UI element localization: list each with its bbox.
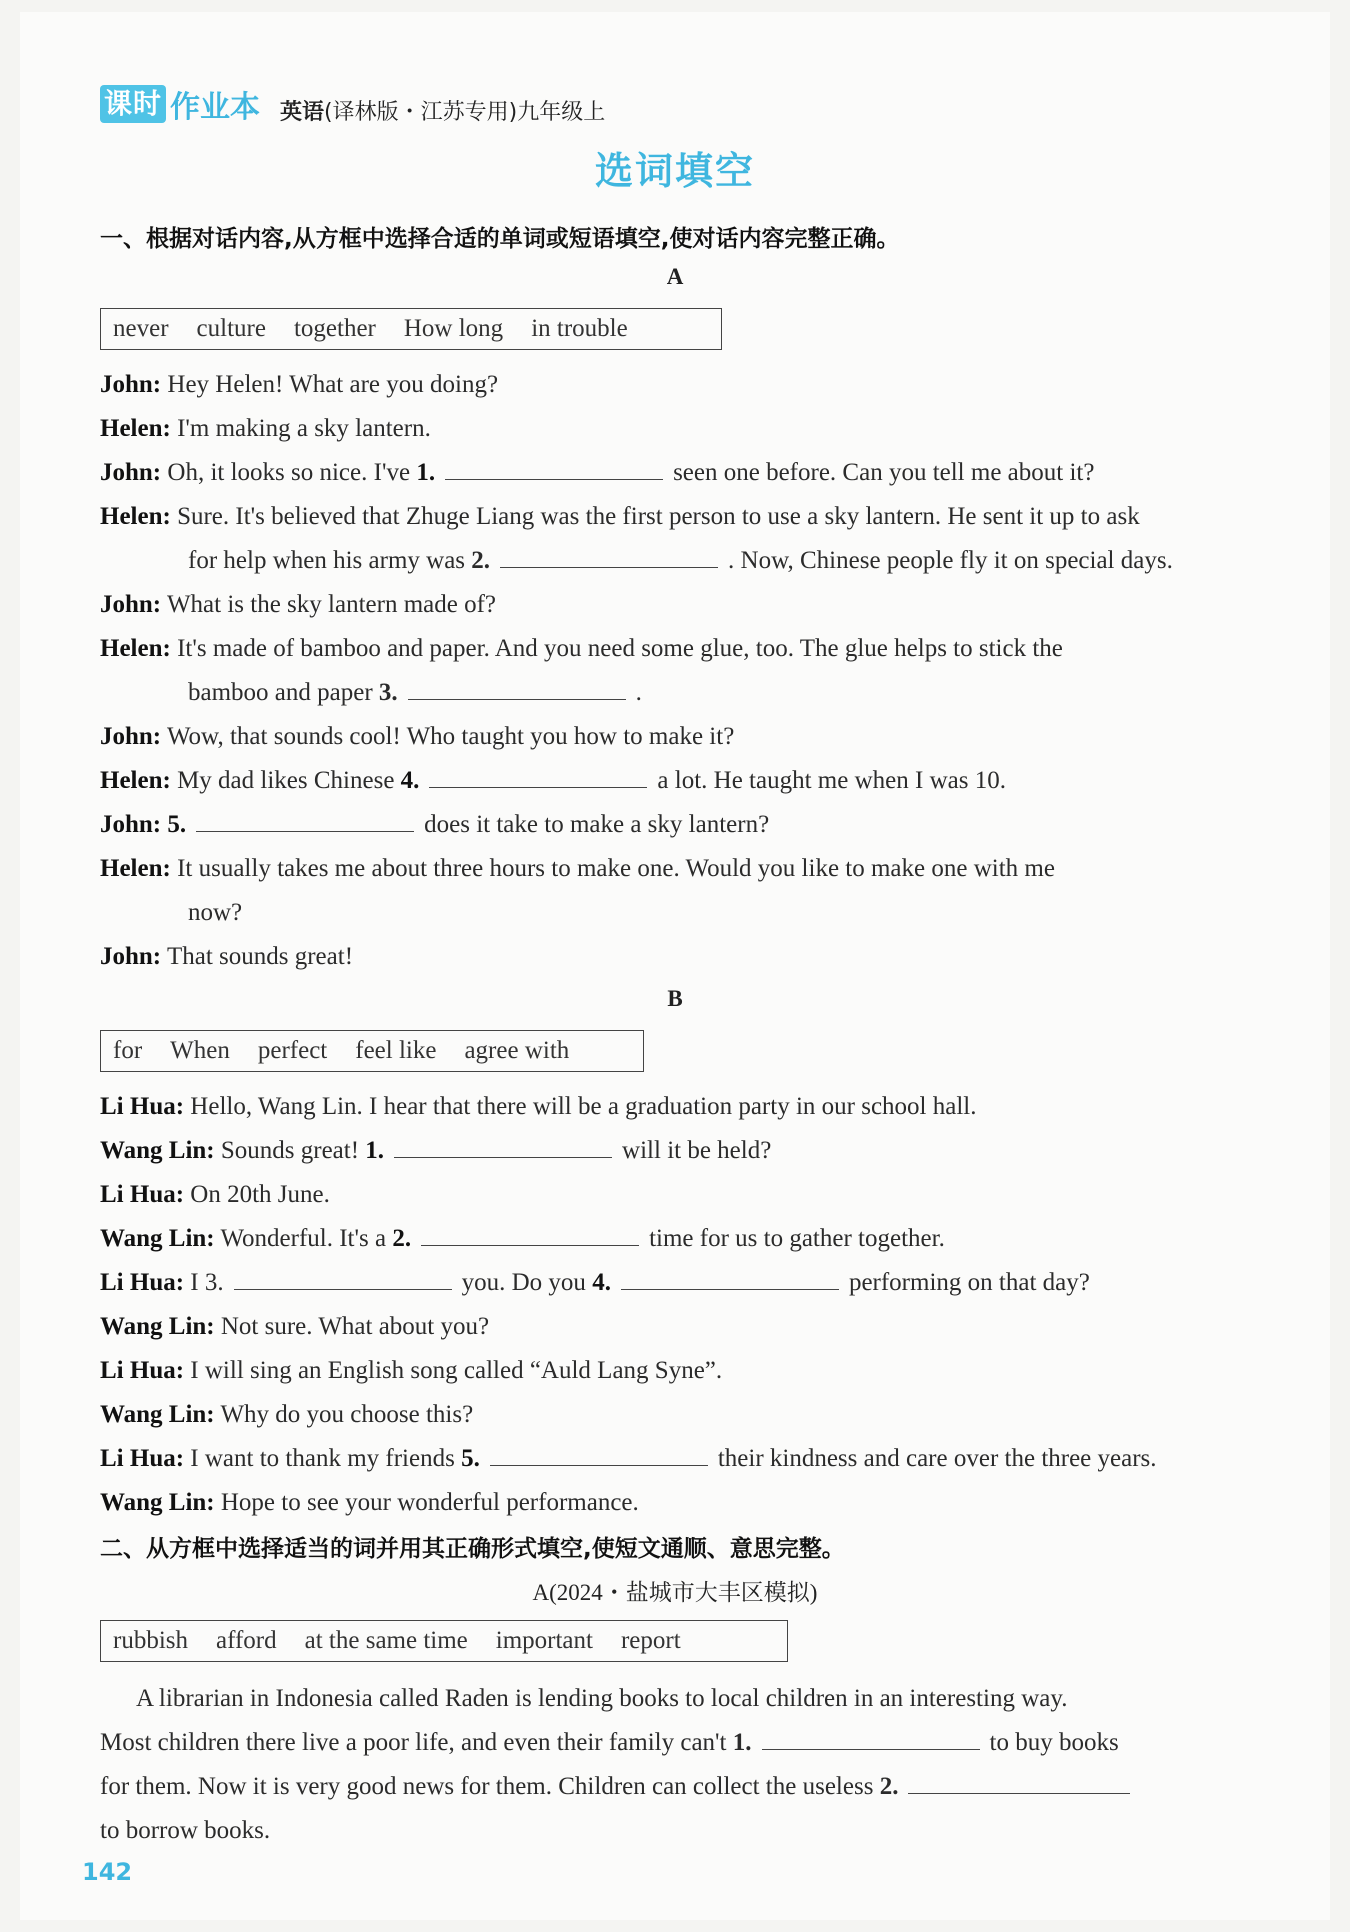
speaker: Wang Lin:: [100, 1489, 215, 1516]
line-text: It usually takes me about three hours to make one. Would you like to make one with me: [177, 855, 1055, 882]
line-text: Hey Helen! What are you doing?: [167, 371, 499, 398]
speaker: Li Hua:: [100, 1357, 185, 1384]
passage-line: [100, 1772, 1140, 1802]
dialogue-line: [100, 722, 734, 752]
blank-number: 2.: [879, 1773, 899, 1800]
word-option: afford: [216, 1627, 277, 1654]
word-box-b: [100, 1030, 644, 1072]
line-text: does it take to make a sky lantern?: [424, 811, 770, 838]
dialogue-continuation: [188, 678, 642, 708]
word-option: culture: [196, 315, 266, 342]
line-text: for them. Now it is very good news for them. Children can collect the useless: [100, 1773, 874, 1800]
answer-blank[interactable]: [908, 1773, 1130, 1794]
dialogue-continuation: [188, 898, 242, 928]
line-text: their kindness and care over the three years.: [717, 1445, 1157, 1472]
blank-number: 2.: [392, 1225, 412, 1252]
word-option: at the same time: [304, 1627, 468, 1654]
line-text: Sounds great!: [220, 1137, 360, 1164]
word-option: How long: [403, 315, 504, 342]
speaker: Li Hua:: [100, 1269, 185, 1296]
page-number: 142: [82, 1858, 133, 1886]
dialogue-line: [100, 1136, 771, 1166]
dialogue-line: [100, 458, 1094, 488]
answer-blank[interactable]: [490, 1445, 708, 1466]
passage-line: to borrow books.: [100, 1817, 271, 1844]
speaker: Li Hua:: [100, 1181, 185, 1208]
passage-line: [100, 1728, 1119, 1758]
line-text: Wow, that sounds cool! Who taught you how to make it?: [166, 723, 735, 750]
line-text: .: [635, 679, 642, 706]
speaker: Wang Lin:: [100, 1401, 215, 1428]
line-text: Hello, Wang Lin. I hear that there will be a graduation party in our school hall.: [190, 1093, 977, 1120]
line-text: What is the sky lantern made of?: [166, 591, 497, 618]
blank-number: 1.: [416, 459, 436, 486]
part2-a-label: A(2024・盐城市大丰区模拟): [532, 1580, 818, 1605]
blank-number: 5.: [461, 1445, 480, 1472]
logo-box: 课时: [100, 85, 166, 123]
line-text: I 3.: [190, 1269, 224, 1296]
header: [100, 82, 605, 126]
dialogue-line: [100, 1488, 639, 1518]
line-text: Not sure. What about you?: [220, 1313, 490, 1340]
speaker: Helen:: [100, 767, 171, 794]
answer-blank[interactable]: [445, 459, 663, 480]
speaker: John:: [100, 459, 162, 486]
answer-blank[interactable]: [234, 1269, 452, 1290]
speaker: Helen:: [100, 415, 171, 442]
line-text: It's made of bamboo and paper. And you need some glue, too. The glue helps to stick the: [177, 635, 1063, 662]
dialogue-continuation: [188, 546, 1173, 576]
dialogue-line: [100, 370, 498, 400]
speaker: Wang Lin:: [100, 1225, 215, 1252]
blank-number: 3.: [378, 679, 398, 706]
word-option: feel like: [355, 1037, 437, 1064]
answer-blank[interactable]: [394, 1137, 612, 1158]
blank-number: 4.: [592, 1269, 611, 1296]
answer-blank[interactable]: [408, 679, 626, 700]
answer-blank[interactable]: [429, 767, 647, 788]
word-box-part2-a: [100, 1620, 788, 1662]
line-text: bamboo and paper: [188, 679, 373, 706]
dialogue-line: [100, 414, 431, 444]
line-text: you. Do you: [461, 1269, 586, 1296]
word-option: rubbish: [113, 1627, 188, 1654]
line-text: Sure. It's believed that Zhuge Liang was the first person to use a sky lantern. He sent it up to ask: [177, 503, 1140, 530]
dialogue-line: [100, 942, 353, 972]
speaker: Wang Lin:: [100, 1137, 215, 1164]
dialogue-line: [100, 1092, 976, 1122]
speaker: Helen:: [100, 503, 171, 530]
line-text: . Now, Chinese people fly it on special days.: [728, 547, 1173, 574]
line-text: That sounds great!: [166, 943, 354, 970]
line-text: performing on that day?: [848, 1269, 1090, 1296]
dialogue-line: [100, 1400, 473, 1430]
line-text: Oh, it looks so nice. I've: [167, 459, 411, 486]
line-text: now?: [188, 899, 243, 926]
line-text: time for us to gather together.: [649, 1225, 945, 1252]
line-text: will it be held?: [622, 1137, 772, 1164]
word-option: agree with: [464, 1037, 570, 1064]
logo-text: 作业本: [170, 90, 261, 125]
speaker: Li Hua:: [100, 1445, 185, 1472]
part1-instruction: 一、根据对话内容,从方框中选择合适的单词或短语填空,使对话内容完整正确。: [100, 226, 900, 252]
speaker: John:: [100, 943, 162, 970]
line-text: I want to thank my friends: [190, 1445, 455, 1472]
dialogue-line: [100, 502, 1140, 532]
answer-blank[interactable]: [500, 547, 718, 568]
speaker: Li Hua:: [100, 1093, 185, 1120]
line-text: On 20th June.: [190, 1181, 330, 1208]
dialogue-line: [100, 1180, 330, 1210]
line-text: for help when his army was: [188, 547, 466, 574]
word-option: perfect: [257, 1037, 328, 1064]
dialogue-line: [100, 1224, 945, 1254]
blank-number: 4.: [400, 767, 420, 794]
speaker: Helen:: [100, 635, 171, 662]
word-option: report: [620, 1627, 681, 1654]
book-subtitle: [280, 95, 605, 126]
line-text: to buy books: [989, 1729, 1119, 1756]
dialogue-line: [100, 634, 1063, 664]
line-text: Wonderful. It's a: [220, 1225, 387, 1252]
answer-blank[interactable]: [621, 1269, 839, 1290]
dialogue-line: [100, 810, 769, 840]
passage-line: A librarian in Indonesia called Raden is lending books to local children in an interesting way.: [136, 1685, 1068, 1712]
line-text: seen one before. Can you tell me about it?: [673, 459, 1095, 486]
word-option: in trouble: [531, 315, 628, 342]
brand-logo: [100, 82, 260, 126]
word-option: important: [495, 1627, 593, 1654]
part2-instruction: 二、从方框中选择适当的词并用其正确形式填空,使短文通顺、意思完整。: [100, 1536, 845, 1562]
dialogue-line: [100, 1444, 1157, 1474]
word-option: together: [293, 315, 376, 342]
dialogue-line: [100, 590, 496, 620]
section-b-label: B: [667, 986, 683, 1011]
answer-blank[interactable]: [421, 1225, 639, 1246]
blank-number: 1.: [732, 1729, 752, 1756]
answer-blank[interactable]: [196, 811, 414, 832]
word-option: never: [113, 315, 169, 342]
speaker: Wang Lin:: [100, 1313, 215, 1340]
word-box-a: [100, 308, 722, 350]
dialogue-line: [100, 854, 1055, 884]
line-text: I'm making a sky lantern.: [177, 415, 431, 442]
word-option: When: [170, 1037, 230, 1064]
line-text: Why do you choose this?: [220, 1401, 474, 1428]
blank-number: 2.: [471, 547, 491, 574]
line-text: I will sing an English song called “Auld Lang Syne”.: [190, 1357, 723, 1384]
dialogue-line: [100, 1268, 1090, 1298]
page: [20, 12, 1330, 1920]
line-text: Most children there live a poor life, and even their family can't: [100, 1729, 727, 1756]
subject-name: 英语: [280, 100, 325, 125]
line-text: a lot. He taught me when I was 10.: [657, 767, 1006, 794]
speaker: John:: [100, 723, 162, 750]
blank-number: 1.: [365, 1137, 385, 1164]
dialogue-line: [100, 1356, 722, 1386]
section-a-label: A: [666, 264, 684, 289]
edition-text: (译林版・江苏专用)九年级上: [324, 100, 606, 125]
answer-blank[interactable]: [762, 1729, 980, 1750]
speaker: John:: [100, 811, 162, 838]
speaker: John:: [100, 591, 162, 618]
dialogue-line: [100, 1312, 489, 1342]
line-text: My dad likes Chinese: [177, 767, 395, 794]
page-title: 选词填空: [594, 149, 755, 193]
dialogue-line: [100, 766, 1006, 796]
blank-number: 5.: [167, 811, 187, 838]
line-text: Hope to see your wonderful performance.: [220, 1489, 639, 1516]
speaker: Helen:: [100, 855, 171, 882]
word-option: for: [113, 1037, 143, 1064]
speaker: John:: [100, 371, 162, 398]
